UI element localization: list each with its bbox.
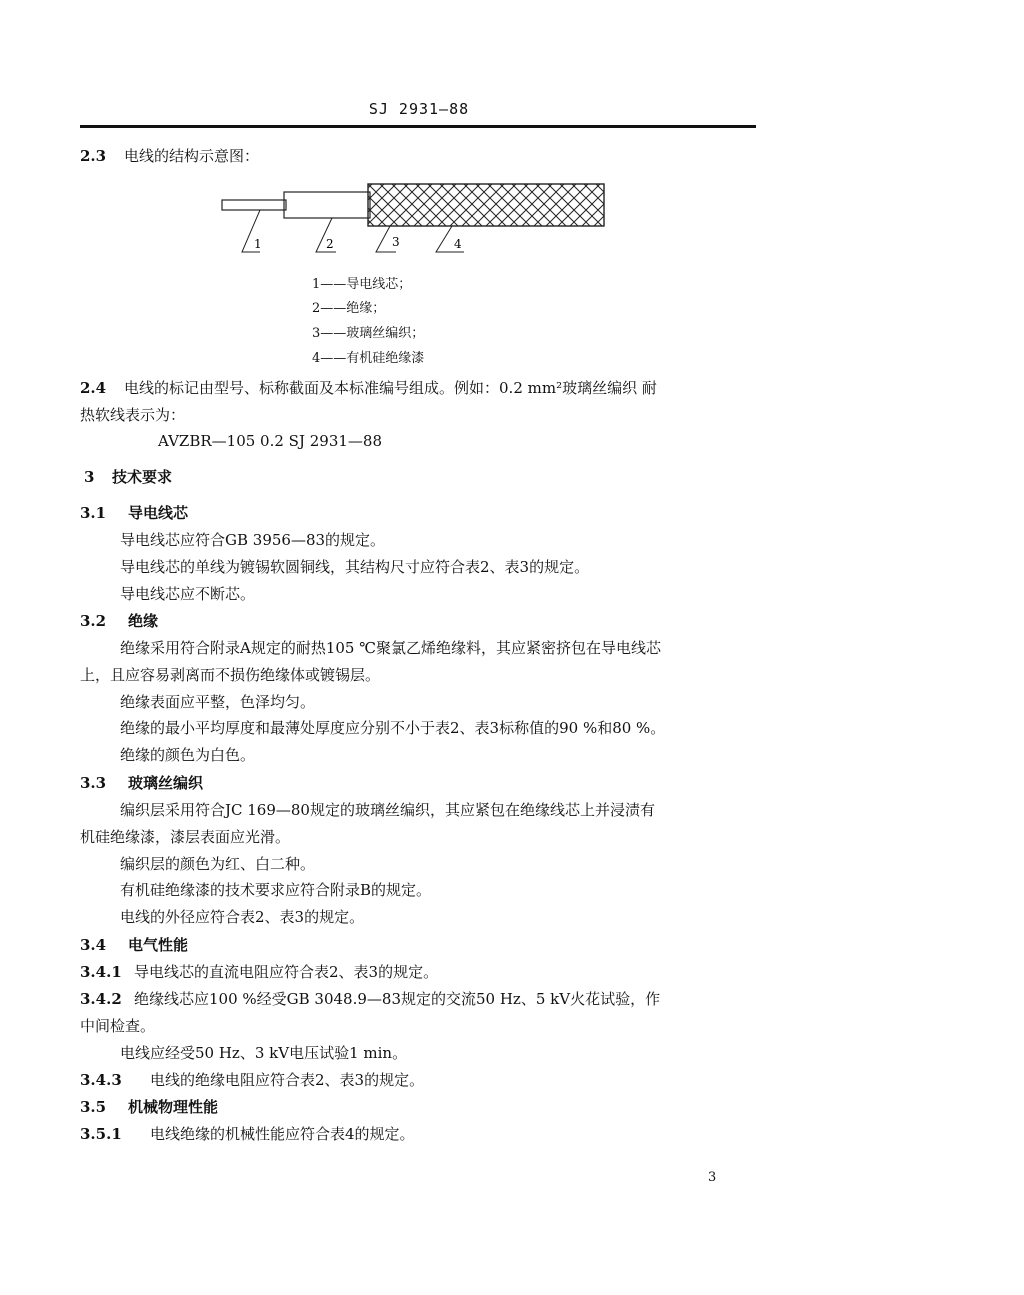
paragraph-line: 绝缘的最小平均厚度和最薄处厚度应分别不小于表2、表3标称值的90 %和80 %。 — [120, 719, 666, 737]
section-number: 3.2 — [80, 612, 107, 630]
insulation-shape — [284, 192, 370, 218]
section-number: 3.4.3 — [80, 1071, 122, 1089]
diagram-label-1: 1 — [254, 237, 262, 251]
legend-item: 4——有机硅绝缘漆 — [312, 351, 425, 366]
paragraph-line: 电线的外径应符合表2、表3的规定。 — [120, 908, 365, 926]
legend-item: 1——导电线芯； — [312, 277, 412, 292]
section-title: 电气性能 — [128, 936, 189, 954]
paragraph-line: 编织层的颜色为红、白二种。 — [120, 855, 316, 873]
paragraph-line: 电线的绝缘电阻应符合表2、表3的规定。 — [150, 1071, 425, 1089]
section-number: 2.4 — [80, 379, 107, 397]
section-title: 机械物理性能 — [128, 1098, 219, 1116]
page-header: SJ 2931—88 — [368, 100, 470, 118]
legend-item: 2——绝缘； — [312, 301, 386, 316]
legend-item: 3——玻璃丝编织； — [312, 326, 425, 341]
section-title: 技术要求 — [112, 468, 173, 486]
diagram-label-4: 4 — [454, 237, 462, 251]
diagram-label-2: 2 — [326, 237, 334, 251]
section-title: 玻璃丝编织 — [128, 774, 204, 792]
paragraph-line: 编织层采用符合JC 169—80规定的玻璃丝编织，其应紧包在绝缘线芯上并浸渍有 — [120, 801, 655, 819]
diagram-label-3: 3 — [392, 235, 400, 249]
paragraph-line: 绝缘的颜色为白色。 — [120, 746, 256, 764]
section-number: 3.3 — [80, 774, 107, 792]
section-number: 3.4.2 — [80, 990, 122, 1008]
section-number: 3.5.1 — [80, 1125, 122, 1143]
section-number: 3.4 — [80, 936, 107, 954]
paragraph-line: 有机硅绝缘漆的技术要求应符合附录B的规定。 — [120, 881, 432, 899]
paragraph-line: 电线的标记由型号、标称截面及本标准编号组成。例如：0.2 mm²玻璃丝编织 耐 — [124, 379, 657, 397]
paragraph-line: 绝缘表面应平整，色泽均匀。 — [120, 693, 316, 711]
section-number: 3.5 — [80, 1098, 107, 1116]
paragraph-line: 导电线芯应不断芯。 — [120, 585, 256, 603]
paragraph-line: 导电线芯的直流电阻应符合表2、表3的规定。 — [134, 963, 439, 981]
page-number: 3 — [708, 1170, 717, 1185]
section-number: 3.4.1 — [80, 963, 122, 981]
paragraph-line: 绝缘线芯应100 %经受GB 3048.9—83规定的交流50 Hz、5 kV火花试验，作 — [134, 990, 661, 1008]
paragraph-line: 机硅绝缘漆，漆层表面应光滑。 — [80, 828, 291, 846]
paragraph-line: 电线绝缘的机械性能应符合表4的规定。 — [150, 1125, 415, 1143]
marking-example: AVZBR—105 0.2 SJ 2931—88 — [158, 432, 382, 450]
section-title: 导电线芯 — [128, 504, 189, 522]
paragraph-line: 导电线芯应符合GB 3956—83的规定。 — [120, 531, 386, 549]
conductor-shape — [222, 200, 286, 210]
braid-shape — [368, 184, 604, 226]
paragraph-line: 电线应经受50 Hz、3 kV电压试验1 min。 — [120, 1044, 408, 1062]
paragraph-line: 绝缘采用符合附录A规定的耐热105 ℃聚氯乙烯绝缘料，其应紧密挤包在导电线芯 — [120, 639, 662, 657]
section-number: 3 — [84, 468, 95, 486]
paragraph-line: 上，且应容易剥离而不损伤绝缘体或镀锡层。 — [80, 666, 381, 684]
paragraph-line: 热软线表示为： — [80, 406, 186, 424]
section-title: 绝缘 — [128, 612, 159, 630]
section-title: 电线的结构示意图： — [124, 147, 260, 165]
section-number: 3.1 — [80, 504, 107, 522]
paragraph-line: 导电线芯的单线为镀锡软圆铜线，其结构尺寸应符合表2、表3的规定。 — [120, 558, 590, 576]
paragraph-line: 中间检查。 — [80, 1017, 156, 1035]
cable-structure-diagram — [220, 180, 620, 264]
section-number: 2.3 — [80, 147, 107, 165]
header-rule — [80, 125, 756, 128]
